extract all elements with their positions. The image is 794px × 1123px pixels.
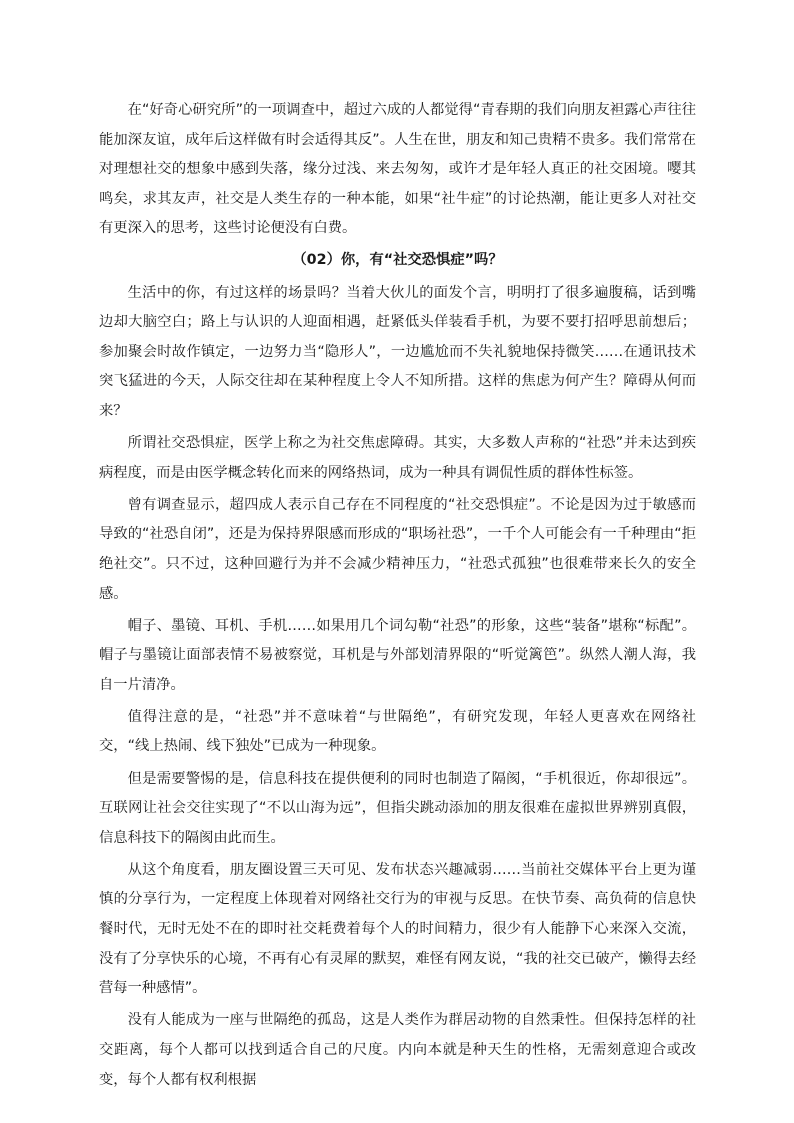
paragraph: 帽子、墨镜、耳机、手机……如果用几个词勾勒“社恐”的形象，这些“装备”堪称“标配”。帽子与墨镜让面部表情不易被察觉，耳机是与外部划清界限的“听觉篱笆”。纵然人潮人海，我自一片清净。 [99, 617, 696, 693]
paragraph: 从这个角度看，朋友圈设置三天可见、发布状态兴趣减弱……当前社交媒体平台上更为谨慎的分享行为，一定程度上体现着对网络社交行为的审视与反思。在快节奏、高负荷的信息快餐时代，无时无处不在的即时社交耗费着每个人的时间精力，很少有人能静下心来深入交流，没有了分享快乐的心境，不再有心有灵犀的默契，难怪有网友说，“我的社交已破产，懒得去经营每一种感情”。 [99, 861, 696, 997]
paragraph-intro: 在“好奇心研究所”的一项调查中，超过六成的人都觉得“青春期的我们向朋友袒露心声往往能加深友谊，成年后这样做有时会适得其反”。人生在世，朋友和知己贵精不贵多。我们常常在对理想社交的想象中感到失落，缘分过浅、来去匆匆，或许才是年轻人真正的社交困境。嘤其鸣矣，求其友声，社交是人类生存的一种本能，如果“社牛症”的讨论热潮，能让更多人对社交有更深入的思考，这些讨论便没有白费。 [99, 102, 696, 237]
paragraph: 但是需要警惕的是，信息科技在提供便利的同时也制造了隔阂，“手机很近，你却很远”。互联网让社会交往实现了“不以山海为远”，但指尖跳动添加的朋友很难在虚拟世界辨别真假，信息科技下的隔阂由此而生。 [99, 770, 696, 846]
section-heading: （02）你，有“社交恐惧症”吗？ [292, 252, 503, 269]
paragraph: 曾有调查显示，超四成人表示自己存在不同程度的“社交恐惧症”。不论是因为过于敏感而导致的“社恐自闭”，还是为保持界限感而形成的“职场社恐”，一千个人可能会有一千种理由“拒绝社交”。只不过，这种回避行为并不会减少精神压力，“社恐式孤独”也很难带来长久的安全感。 [99, 496, 696, 602]
document-body [99, 96, 696, 1095]
paragraph: 所谓社交恐惧症，医学上称之为社交焦虑障碍。其实，大多数人声称的“社恐”并未达到疾病程度，而是由医学概念转化而来的网络热词，成为一种具有调侃性质的群体性标签。 [99, 435, 696, 481]
paragraph: 值得注意的是，“社恐”并不意味着“与世隔绝”，有研究发现，年轻人更喜欢在网络社交，“线上热闹、线下独处”已成为一种现象。 [99, 708, 696, 755]
paragraph: 生活中的你，有过这样的场景吗？当着大伙儿的面发个言，明明打了很多遍腹稿，话到嘴边却大脑空白；路上与认识的人迎面相遇，赶紧低头佯装看手机，为要不要打招呼思前想后；参加聚会时故作镇定，一边努力当“隐形人”，一边尴尬而不失礼貌地保持微笑……在通讯技术突飞猛进的今天，人际交往却在某种程度上令人不知所措。这样的焦虑为何产生？障碍从何而来？ [99, 284, 696, 419]
paragraph: 没有人能成为一座与世隔绝的孤岛，这是人类作为群居动物的自然秉性。但保持怎样的社交距离，每个人都可以找到适合自己的尺度。内向本就是种天生的性格，无需刻意迎合或改变，每个人都有权利根据 [99, 1012, 696, 1088]
